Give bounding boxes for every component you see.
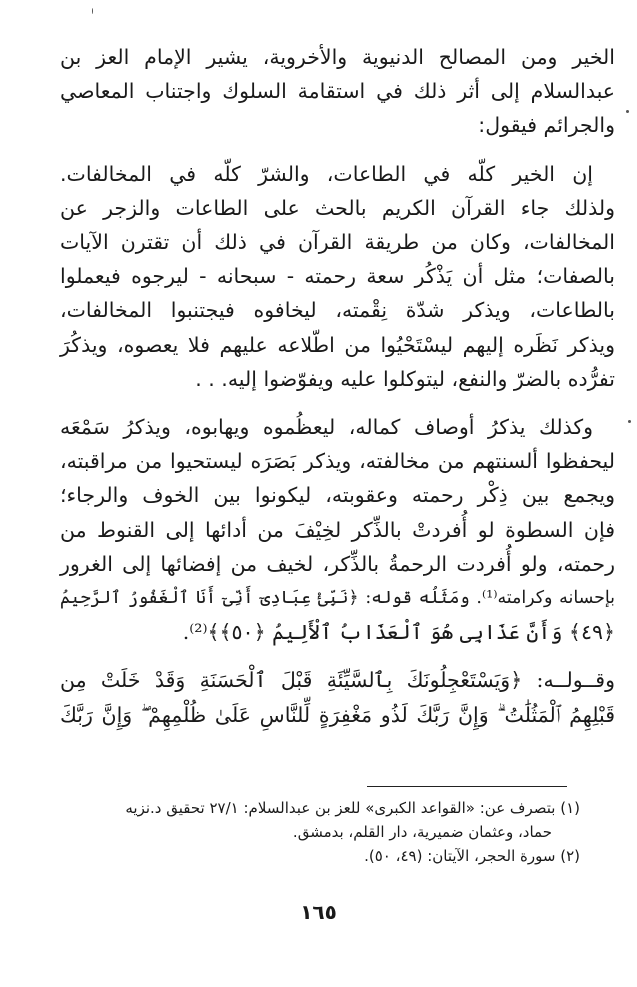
text-line: فإن السطوة لو أُفردتْ بالذِّكر لخِيْفَ من أدائها إلى القنوط من <box>60 517 615 542</box>
text-line: رحمته، ولو أُفردت الرحمةُ بالذِّكر، لخيف من إفضائها إلى الغرور <box>60 551 615 576</box>
main-text <box>60 40 615 732</box>
text-line: وكذلك يذكرُ أوصاف كماله، ليعظُموه ويهابوه، ويذكرُ سَمْعَه <box>60 415 593 440</box>
paragraph-attributes <box>60 410 615 649</box>
footnote-1-continued: حماد، وعثمان ضميرية، دار القلم، بدمشق. <box>292 823 552 841</box>
text-line: ويجمع بين ذِكْر رحمته وعقوبته، ليكونوا بين الخوف والرجاء؛ <box>60 483 615 508</box>
paragraph-quote <box>60 157 615 396</box>
text-line: إن الخير كلّه في الطاعات، والشرّ كلّه في المخالفات. <box>60 161 593 186</box>
scan-speck <box>628 420 631 423</box>
scan-speck <box>92 8 93 14</box>
footnote-divider <box>367 786 567 787</box>
text-line: بالطاعات، ويذكر شدّة نِقْمته، ليخافوه فيجتنبوا المخالفات، <box>60 298 615 323</box>
text-line: عبدالسلام إلى أثر ذلك في استقامة السلوك واجتناب المعاصي <box>60 79 615 104</box>
text-line: والجرائم فيقول: <box>478 113 615 138</box>
text-line: ليحفظوا ألسنتهم من مخالفته، ويذكر بَصَرَه ليستحيوا من مراقبته، <box>60 449 615 474</box>
quran-verse-line: وقــولــه: ﴿وَيَسْتَعْجِلُونَكَ بِٱلسَّيِّئَةِ قَبْلَ ٱلْحَسَنَةِ وَقَدْ خَلَتْ مِن <box>60 668 615 693</box>
scan-speck <box>626 110 629 113</box>
footnote-2: (٢) سورة الحجر، الآيتان: (٤٩، ٥٠). <box>364 847 580 865</box>
footnote-1: (١) بتصرف عن: «القواعد الكبرى» للعز بن عبدالسلام: ٢٧/١ تحقيق د.نزيه <box>125 799 580 817</box>
paragraph-intro <box>60 40 615 143</box>
quran-verse-line: بإحسانه وكرامته⁽¹⁾. ومَثَلُه قوله: ﴿نَبِّئْ عِبَادِىٓ أَنِّىٓ أَنَا ٱلْغَفُورُ ٱلرَّحِيمُ <box>60 588 615 609</box>
quran-verse-line: ﴿٤٩﴾ وَأَنَّ عَذَابِى هُوَ ٱلْعَذَابُ ٱلْأَلِيمُ ﴿٥٠﴾﴾⁽²⁾. <box>182 620 615 645</box>
footnotes <box>60 796 580 868</box>
page-number: ١٦٥ <box>300 900 337 924</box>
quran-verse-line: قَبْلِهِمُ ٱلْمَثُلَٰتُ ۗ وَإِنَّ رَبَّكَ لَذُو مَغْفِرَةٍ لِّلنَّاسِ عَلَىٰ ظُلْمِهِمْ ۖ وَإِنَّ رَبَّكَ <box>60 702 615 727</box>
text-line: ويذكر نَظَره إليهم ليسْتَحْيُوا من اطّلاعه عليهم فلا يعصوه، ويذكُرَ <box>60 332 615 357</box>
text-line: الخير ومن المصالح الدنيوية والأخروية، يشير الإمام العز بن <box>60 45 615 69</box>
text-line: تفرُّده بالضرّ والنفع، ليتوكلوا عليه ويفوّضوا إليه. . . <box>195 366 615 391</box>
text-line: المخالفات، وكان من طريقة القرآن في ذلك أن تقترن الآيات <box>60 230 615 255</box>
paragraph-verse <box>60 663 615 731</box>
text-line: ولذلك جاء القرآن الكريم بالحث على الطاعات والزجر عن <box>60 195 615 220</box>
text-line: بالصفات؛ مثل أن يَذْكُر سعة رحمته - سبحانه - ليرجوه فيعملوا <box>60 264 615 289</box>
